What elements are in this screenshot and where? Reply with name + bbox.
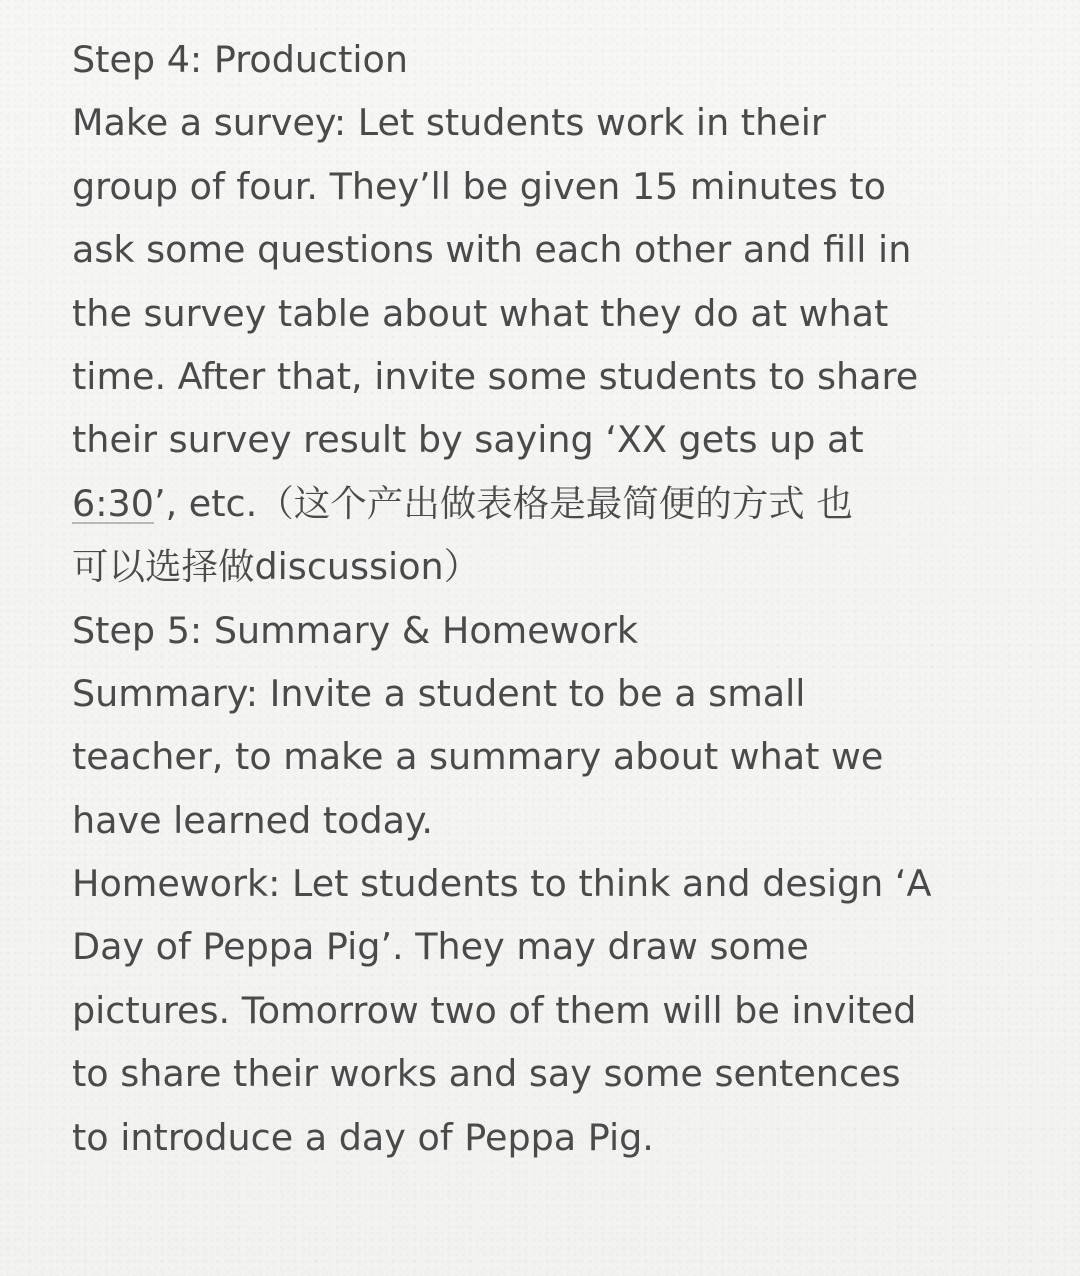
text-line: Homework: Let students to think and design ‘A bbox=[72, 862, 932, 906]
text-line bbox=[72, 472, 1032, 535]
time-link[interactable]: 6:30 bbox=[72, 481, 154, 525]
note-body[interactable] bbox=[72, 28, 1032, 1169]
step-4-heading: Step 4: Production bbox=[72, 38, 409, 81]
text-line: 可以选择做discussion） bbox=[72, 545, 481, 589]
text-line: to share their works and say some sentences bbox=[72, 1052, 901, 1096]
text-line: the survey table about what they do at what bbox=[72, 291, 889, 335]
text-line: teacher, to make a summary about what we bbox=[72, 735, 884, 779]
text-line-rest: ’, etc.（这个产出做表格是最简便的方式 也 bbox=[153, 481, 853, 525]
text-line: Summary: Invite a student to be a small bbox=[72, 671, 806, 715]
text-line: their survey result by saying ‘XX gets up at bbox=[72, 418, 864, 462]
text-line: Day of Peppa Pig’. They may draw some bbox=[72, 925, 809, 969]
text-line: time. After that, invite some students to share bbox=[72, 354, 919, 398]
text-line: to introduce a day of Peppa Pig. bbox=[72, 1115, 654, 1159]
text-line: pictures. Tomorrow two of them will be invited bbox=[72, 988, 917, 1032]
text-line: have learned today. bbox=[72, 798, 434, 842]
text-line: group of four. They’ll be given 15 minutes to bbox=[72, 164, 886, 208]
step-5-heading: Step 5: Summary & Homework bbox=[72, 608, 638, 652]
text-line: ask some questions with each other and fill in bbox=[72, 228, 912, 272]
text-line: Make a survey: Let students work in their bbox=[72, 101, 826, 145]
